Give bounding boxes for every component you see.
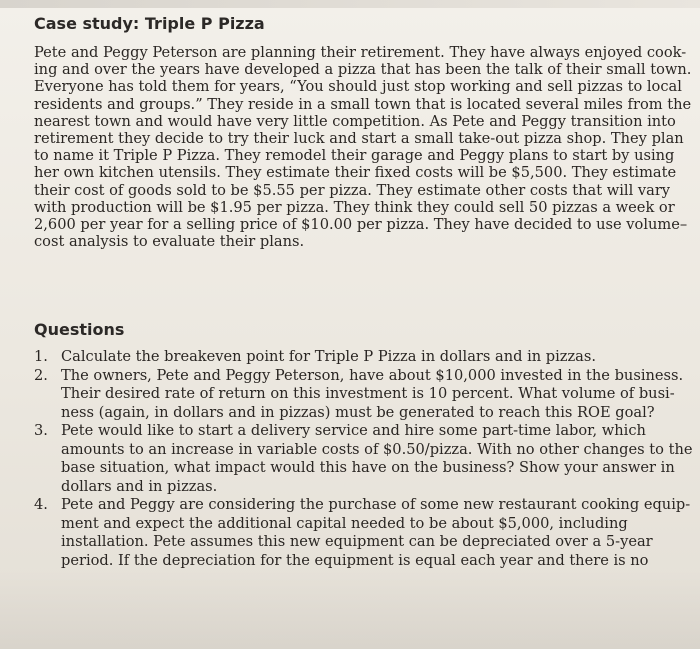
question-line: installation. Pete assumes this new equipment can be depreciated over a 5-year xyxy=(61,533,653,550)
body-line: her own kitchen utensils. They estimate their fixed costs will be $5,500. They estimate xyxy=(34,164,677,182)
questions-list xyxy=(34,348,693,570)
question-line: Pete would like to start a delivery service and hire some part-time labor, which xyxy=(61,422,646,439)
body-line: to name it Triple P Pizza. They remodel their garage and Peggy plans to start by using xyxy=(34,147,675,165)
question-number: 3. xyxy=(34,422,48,439)
body-line: Everyone has told them for years, “You should just stop working and sell pizzas to local xyxy=(34,78,682,96)
body-line: nearest town and would have very little competition. As Pete and Peggy transition into xyxy=(34,112,676,130)
question-item xyxy=(34,348,664,367)
question-line: Calculate the breakeven point for Triple P Pizza in dollars and in pizzas. xyxy=(61,348,597,365)
question-line: Their desired rate of return on this investment is 10 percent. What volume of busi- xyxy=(61,385,675,402)
question-line: period. If the depreciation for the equipment is equal each year and there is no xyxy=(61,551,649,569)
question-item xyxy=(34,422,693,496)
question-line: Pete and Peggy are considering the purchase of some new restaurant cooking equip- xyxy=(61,496,691,513)
question-line: amounts to an increase in variable costs of $0.50/pizza. With no other changes to the xyxy=(61,440,693,458)
question-item xyxy=(34,366,684,423)
body-line: residents and groups.” They reside in a small town that is located several miles from the xyxy=(34,95,692,113)
page-top-edge xyxy=(0,0,700,8)
question-line: dollars and in pizzas. xyxy=(61,477,218,495)
question-item xyxy=(34,496,691,570)
body-line: Pete and Peggy Peterson are planning their retirement. They have always enjoyed cook- xyxy=(34,44,687,61)
body-line: ing and over the years have developed a pizza that has been the talk of their small town. xyxy=(34,61,692,79)
question-number: 1. xyxy=(34,348,48,365)
question-line: base situation, what impact would this have on the business? Show your answer in xyxy=(61,459,675,476)
question-number: 4. xyxy=(34,496,48,513)
questions-heading: Questions xyxy=(34,320,125,339)
question-line: ment and expect the additional capital needed to be about $5,000, including xyxy=(61,514,628,532)
body-line: with production will be $1.95 per pizza. They think they could sell 50 pizzas a week or xyxy=(34,198,675,216)
question-line: The owners, Pete and Peggy Peterson, have about $10,000 invested in the business. xyxy=(61,366,684,384)
body-line: 2,600 per year for a selling price of $10.00 per pizza. They have decided to use volume– xyxy=(34,216,688,234)
question-number: 2. xyxy=(34,366,48,384)
question-line: ness (again, in dollars and in pizzas) must be generated to reach this ROE goal? xyxy=(61,403,655,421)
page-bottom-shadow xyxy=(0,569,700,649)
case-study-title: Case study: Triple P Pizza xyxy=(34,14,265,33)
case-study-body xyxy=(34,44,692,251)
body-line: cost analysis to evaluate their plans. xyxy=(34,233,305,251)
body-line: retirement they decide to try their luck and start a small take-out pizza shop. They plan xyxy=(34,130,684,148)
body-line: their cost of goods sold to be $5.55 per pizza. They estimate other costs that will vary xyxy=(34,181,671,199)
